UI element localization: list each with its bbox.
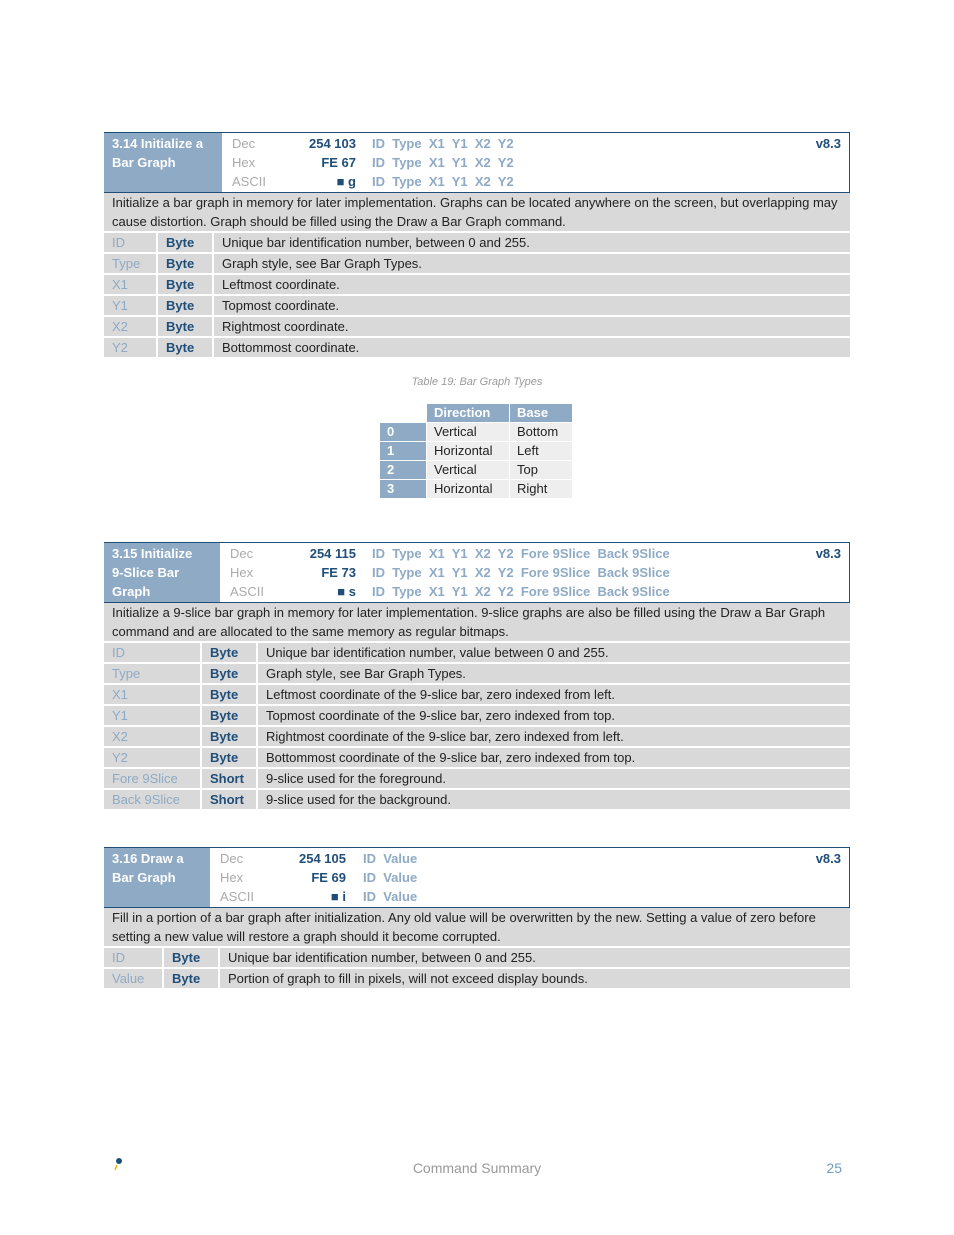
param-type: Byte	[157, 233, 213, 253]
footer-section-title: Command Summary	[412, 1160, 542, 1176]
param-desc: Unique bar identification number, value between 0 and 255.	[257, 643, 850, 663]
param-type: Byte	[201, 747, 257, 768]
command-description: Fill in a portion of a bar graph after initialization. Any old value will be overwritten by the new. Setting a value of zero before setting a new value will restore a graph should it become corrupted.	[104, 908, 850, 948]
param-desc: 9-slice used for the background.	[257, 789, 850, 810]
command-title-line: 3.14 Initialize a	[112, 136, 204, 151]
type-index: 0	[380, 423, 427, 442]
type-direction: Vertical	[427, 461, 510, 480]
param-desc: Bottommost coordinate.	[213, 337, 850, 358]
table-header-row	[380, 404, 573, 423]
param-type: Short	[201, 768, 257, 789]
param-name: Y2	[104, 747, 201, 768]
table-row	[104, 233, 850, 253]
param-desc: Leftmost coordinate of the 9-slice bar, zero indexed from left.	[257, 684, 850, 705]
table-row	[104, 274, 850, 295]
version-badge: v8.3	[815, 136, 841, 151]
bar-graph-types-table	[379, 403, 573, 499]
version-badge: v8.3	[815, 851, 841, 866]
table-row	[104, 789, 850, 810]
table-row	[104, 663, 850, 684]
param-desc: Topmost coordinate of the 9-slice bar, zero indexed from top.	[257, 705, 850, 726]
command-codes	[222, 133, 849, 192]
command-codes	[220, 543, 849, 602]
table-row	[104, 747, 850, 768]
code-value: FE 73	[321, 565, 356, 580]
table-row	[104, 705, 850, 726]
type-base: Top	[510, 461, 573, 480]
code-value: ■ s	[337, 584, 356, 599]
table-row	[380, 461, 573, 480]
code-label: Hex	[230, 565, 254, 580]
parameter-table	[104, 233, 850, 359]
parameter-table	[104, 643, 850, 811]
command-block-3-16	[104, 847, 850, 990]
code-value: 254 115	[309, 546, 356, 561]
table-caption: Table 19: Bar Graph Types	[411, 376, 543, 388]
command-title-line: 3.16 Draw a	[112, 851, 184, 866]
header-base: Base	[510, 404, 573, 423]
table-row	[104, 684, 850, 705]
code-params: ID Value	[363, 851, 418, 866]
code-label: Hex	[220, 870, 244, 885]
param-name: Type	[104, 253, 157, 274]
code-value: FE 67	[321, 155, 356, 170]
command-title-line: Bar Graph	[112, 870, 176, 885]
command-block-3-14	[104, 132, 850, 359]
param-type: Byte	[157, 316, 213, 337]
param-name: Value	[104, 968, 163, 989]
command-codes	[210, 848, 849, 907]
type-base: Left	[510, 442, 573, 461]
code-label: Dec	[220, 851, 244, 866]
param-desc: Topmost coordinate.	[213, 295, 850, 316]
code-params: ID Type X1 Y1 X2 Y2 Fore 9Slice Back 9Slice	[372, 584, 670, 599]
param-name: X2	[104, 316, 157, 337]
param-name: Y1	[104, 295, 157, 316]
code-params: ID Type X1 Y1 X2 Y2	[372, 136, 514, 151]
param-name: Y1	[104, 705, 201, 726]
code-params: ID Type X1 Y1 X2 Y2	[372, 155, 514, 170]
param-name: Back 9Slice	[104, 789, 201, 810]
param-name: Type	[104, 663, 201, 684]
parameter-table	[104, 948, 850, 990]
param-name: ID	[104, 233, 157, 253]
param-desc: Rightmost coordinate of the 9-slice bar, zero indexed from left.	[257, 726, 850, 747]
command-title-line: 9-Slice Bar	[112, 565, 180, 580]
param-name: ID	[104, 948, 163, 968]
param-type: Byte	[163, 948, 219, 968]
code-params: ID Value	[363, 870, 418, 885]
table-row	[380, 442, 573, 461]
type-direction: Vertical	[427, 423, 510, 442]
code-value: FE 69	[311, 870, 346, 885]
param-type: Byte	[157, 295, 213, 316]
type-base: Bottom	[510, 423, 573, 442]
version-badge: v8.3	[815, 546, 841, 561]
param-desc: Leftmost coordinate.	[213, 274, 850, 295]
code-params: ID Value	[363, 889, 418, 904]
param-name: ID	[104, 643, 201, 663]
code-value: ■ g	[336, 174, 356, 189]
param-type: Byte	[201, 643, 257, 663]
code-label: ASCII	[232, 174, 266, 189]
type-base: Right	[510, 480, 573, 499]
param-desc: Bottommost coordinate of the 9-slice bar, zero indexed from top.	[257, 747, 850, 768]
param-desc: Rightmost coordinate.	[213, 316, 850, 337]
code-value: ■ i	[330, 889, 346, 904]
table-row	[104, 295, 850, 316]
param-type: Byte	[201, 663, 257, 684]
param-name: X1	[104, 684, 201, 705]
type-index: 1	[380, 442, 427, 461]
param-type: Byte	[157, 253, 213, 274]
table-row	[104, 968, 850, 989]
param-type: Short	[201, 789, 257, 810]
command-header	[104, 847, 850, 908]
param-type: Byte	[201, 705, 257, 726]
command-title-line: 3.15 Initialize	[112, 546, 193, 561]
param-desc: Unique bar identification number, between 0 and 255.	[219, 948, 850, 968]
param-name: X2	[104, 726, 201, 747]
param-type: Byte	[163, 968, 219, 989]
type-index: 3	[380, 480, 427, 499]
code-label: ASCII	[220, 889, 254, 904]
table-row	[104, 643, 850, 663]
code-label: Dec	[230, 546, 254, 561]
code-label: Hex	[232, 155, 256, 170]
param-type: Byte	[157, 337, 213, 358]
param-desc: 9-slice used for the foreground.	[257, 768, 850, 789]
param-type: Byte	[201, 726, 257, 747]
table-row	[104, 768, 850, 789]
code-params: ID Type X1 Y1 X2 Y2 Fore 9Slice Back 9Slice	[372, 546, 670, 561]
command-title	[104, 543, 220, 602]
header-direction: Direction	[427, 404, 510, 423]
table-row	[380, 423, 573, 442]
command-block-3-15	[104, 542, 850, 811]
command-description: Initialize a bar graph in memory for later implementation. Graphs can be located anywhere on the screen, but overlapping may cause distortion. Graph should be filled using the Draw a Bar Graph command.	[104, 193, 850, 233]
command-title	[104, 133, 222, 192]
table-row	[380, 480, 573, 499]
type-direction: Horizontal	[427, 442, 510, 461]
code-label: ASCII	[230, 584, 264, 599]
type-index: 2	[380, 461, 427, 480]
command-header	[104, 132, 850, 193]
param-desc: Unique bar identification number, between 0 and 255.	[213, 233, 850, 253]
param-name: Y2	[104, 337, 157, 358]
param-desc: Graph style, see Bar Graph Types.	[213, 253, 850, 274]
header-blank	[380, 404, 427, 423]
code-label: Dec	[232, 136, 256, 151]
code-params: ID Type X1 Y1 X2 Y2	[372, 174, 514, 189]
command-title-line: Bar Graph	[112, 155, 176, 170]
table-row	[104, 316, 850, 337]
table-row	[104, 253, 850, 274]
code-value: 254 105	[299, 851, 346, 866]
param-name: Fore 9Slice	[104, 768, 201, 789]
param-name: X1	[104, 274, 157, 295]
param-desc: Graph style, see Bar Graph Types.	[257, 663, 850, 684]
param-desc: Portion of graph to fill in pixels, will not exceed display bounds.	[219, 968, 850, 989]
command-description: Initialize a 9-slice bar graph in memory for later implementation. 9-slice graphs are also be filled using the Draw a Bar Graph command and are allocated to the same memory as regular bitmaps.	[104, 603, 850, 643]
param-type: Byte	[201, 684, 257, 705]
table-row	[104, 337, 850, 358]
command-title	[104, 848, 210, 907]
page-number: 25	[826, 1160, 842, 1176]
code-params: ID Type X1 Y1 X2 Y2 Fore 9Slice Back 9Slice	[372, 565, 670, 580]
table-row	[104, 726, 850, 747]
code-value: 254 103	[309, 136, 356, 151]
table-row	[104, 948, 850, 968]
command-header	[104, 542, 850, 603]
param-type: Byte	[157, 274, 213, 295]
type-direction: Horizontal	[427, 480, 510, 499]
command-title-line: Graph	[112, 584, 151, 599]
